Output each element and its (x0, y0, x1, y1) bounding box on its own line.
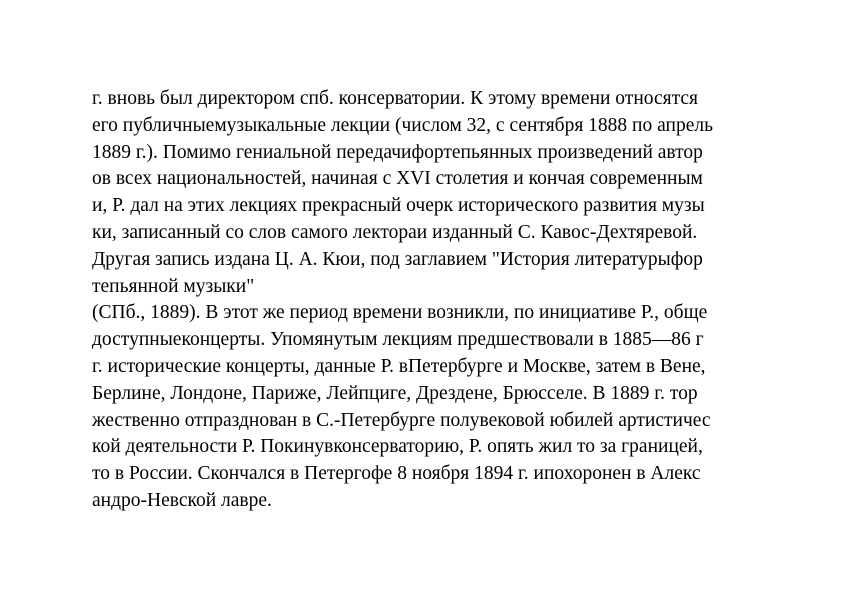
text-line: ки, записанный со слов самого лектораи изданный С. Кавос-Дехтяревой. (92, 221, 698, 243)
text-line: ов всех национальностей, начиная с XVI столетия и кончая современным (92, 168, 703, 190)
body-text (92, 86, 812, 515)
text-line: и, Р. дал на этих лекциях прекрасный очерк исторического развития музы (92, 195, 705, 217)
text-line: андро-Невской лавре. (92, 489, 272, 511)
text-line: кой деятельности Р. Покинувконсерваторию, Р. опять жил то за границей, (92, 436, 703, 458)
text-line: г. вновь был директором спб. консерватории. К этому времени относятся (92, 88, 699, 109)
text-line: тепьянной музыки" (92, 275, 255, 297)
text-line: г. исторические концерты, данные Р. вПетербурге и Москве, затем в Вене, (92, 355, 706, 377)
text-line: (СПб., 1889). В этот же период времени возникли, по инициативе Р., обще (92, 302, 708, 324)
text-line: Берлине, Лондоне, Париже, Лейпциге, Дрездене, Брюсселе. В 1889 г. тор (92, 382, 698, 404)
text-line: то в России. Скончался в Петергофе 8 ноября 1894 г. ипохоронен в Алекс (92, 463, 701, 485)
text-line: доступныеконцерты. Упомянутым лекциям предшествовали в 1885—86 г (92, 329, 704, 351)
text-line: его публичныемузыкальные лекции (числом 32, с сентября 1888 по апрель (92, 114, 713, 136)
text-line: 1889 г.). Помимо гениальной передачифортепьянных произведений автор (92, 141, 703, 163)
text-line: жественно отпразднован в С.-Петербурге полувековой юбилей артистичес (92, 409, 711, 431)
text-line: Другая запись издана Ц. А. Кюи, под заглавием "История литературыфор (92, 248, 703, 270)
